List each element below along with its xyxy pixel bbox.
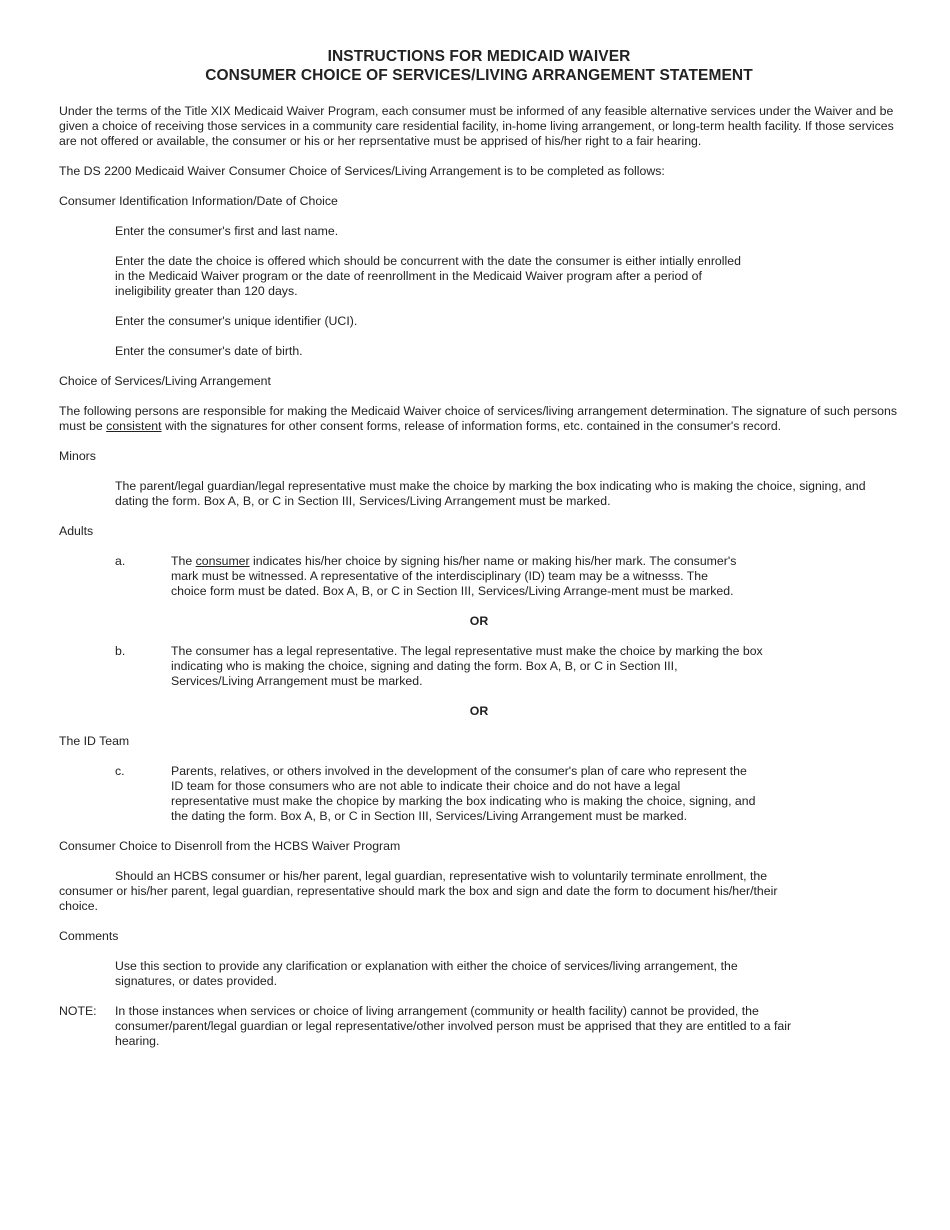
note-label: NOTE:	[59, 1004, 97, 1018]
section-heading-minors: Minors	[59, 449, 96, 463]
comments-paragraph: Use this section to provide any clarification or explanation with either the choice of services/living arrangement, the signatures, or dates provided.	[115, 959, 738, 988]
section-heading-adults: Adults	[59, 524, 94, 538]
document-page	[59, 47, 899, 1049]
responsible-persons-paragraph	[59, 404, 899, 434]
item-a-text-after: indicates his/her choice by signing his/her name or making his/her mark. The consumer's mark must be witnessed. A representative of the interdisciplinary (ID) team may be a witnesss. The choice form must be dated. Box A, B, or C in Section III, Services/Living Arrange-ment must be marked.	[171, 554, 737, 598]
adults-item-a	[115, 554, 899, 599]
section-heading-choice: Choice of Services/Living Arrangement	[59, 374, 271, 388]
note-block	[59, 1004, 899, 1049]
document-title	[59, 47, 899, 85]
instruction-dob: Enter the consumer's date of birth.	[115, 344, 303, 358]
instruction-uci: Enter the consumer's unique identifier (UCI).	[115, 314, 358, 328]
or-separator-1: OR	[469, 614, 489, 628]
item-a-text-before: The	[171, 554, 193, 568]
adults-item-b	[115, 644, 899, 689]
section-heading-id-team: The ID Team	[59, 734, 130, 748]
minors-paragraph: The parent/legal guardian/legal representative must make the choice by marking the box indicating who is making the choice, signing, and dating the form. Box A, B, or C in Section III, Services/Living Arrangement must be marked.	[115, 479, 866, 508]
section-heading-identification: Consumer Identification Information/Date of Choice	[59, 194, 338, 208]
section-heading-comments: Comments	[59, 929, 119, 943]
disenroll-paragraph: Should an HCBS consumer or his/her parent, legal guardian, representative wish to voluntarily terminate enrollment, the consumer or his/her parent, legal guardian, representative should mark the box and sign and date the form to document his/her/their choice.	[59, 869, 778, 913]
item-marker-b: b.	[115, 644, 126, 658]
item-text-c: Parents, relatives, or others involved in the development of the consumer's plan of care who represent the ID team for those consumers who are not able to indicate their choice and do not have a legal representative must make the chopice by marking the box indicating who is making the choice, signing, and the dating the form. Box A, B, or C in Section III, Services/Living Arrangement must be marked.	[171, 764, 756, 823]
instruction-date: Enter the date the choice is offered which should be concurrent with the date the consumer is either intially enrolled in the Medicaid Waiver program or the date of reenrollment in the Medicaid Waiver program after a period of ineligibility greater than 120 days.	[115, 254, 741, 298]
completion-paragraph: The DS 2200 Medicaid Waiver Consumer Choice of Services/Living Arrangement is to be completed as follows:	[59, 164, 665, 178]
consumer-underlined: consumer	[195, 554, 250, 568]
item-text-b: The consumer has a legal representative. The legal representative must make the choice by marking the box indicating who is making the choice, signing and dating the form. Box A, B, or C in Section III, Services/Living Arrangement must be marked.	[171, 644, 763, 688]
id-team-item-c	[115, 764, 899, 824]
or-separator-2: OR	[469, 704, 489, 718]
responsible-text-after: with the signatures for other consent forms, release of information forms, etc. contained in the consumer's record.	[164, 419, 782, 433]
title-line-1: INSTRUCTIONS FOR MEDICAID WAIVER	[327, 48, 631, 65]
section-heading-disenroll: Consumer Choice to Disenroll from the HCBS Waiver Program	[59, 839, 401, 853]
responsible-text-before: The following persons are responsible for making the Medicaid Waiver choice of services/living arrangement determination. The signature of such persons must be	[59, 404, 897, 433]
title-line-2: CONSUMER CHOICE OF SERVICES/LIVING ARRANGEMENT STATEMENT	[205, 67, 753, 84]
instruction-name: Enter the consumer's first and last name.	[115, 224, 339, 238]
item-marker-c: c.	[115, 764, 125, 778]
consistent-underlined: consistent	[106, 419, 162, 433]
item-text-a	[171, 554, 746, 599]
note-text: In those instances when services or choice of living arrangement (community or health facility) cannot be provided, the consumer/parent/legal guardian or legal representative/other involved person must be apprised that they are entitled to a fair hearing.	[115, 1004, 792, 1048]
intro-paragraph: Under the terms of the Title XIX Medicaid Waiver Program, each consumer must be informed of any feasible alternative services under the Waiver and be given a choice of receiving those services in a community care residential facility, in-home living arrangement, or long-term health facility. If those services are not offered or available, the consumer or his or her reprsentative must be apprised of his/her right to a fair hearing.	[59, 104, 894, 148]
item-marker-a: a.	[115, 554, 126, 568]
